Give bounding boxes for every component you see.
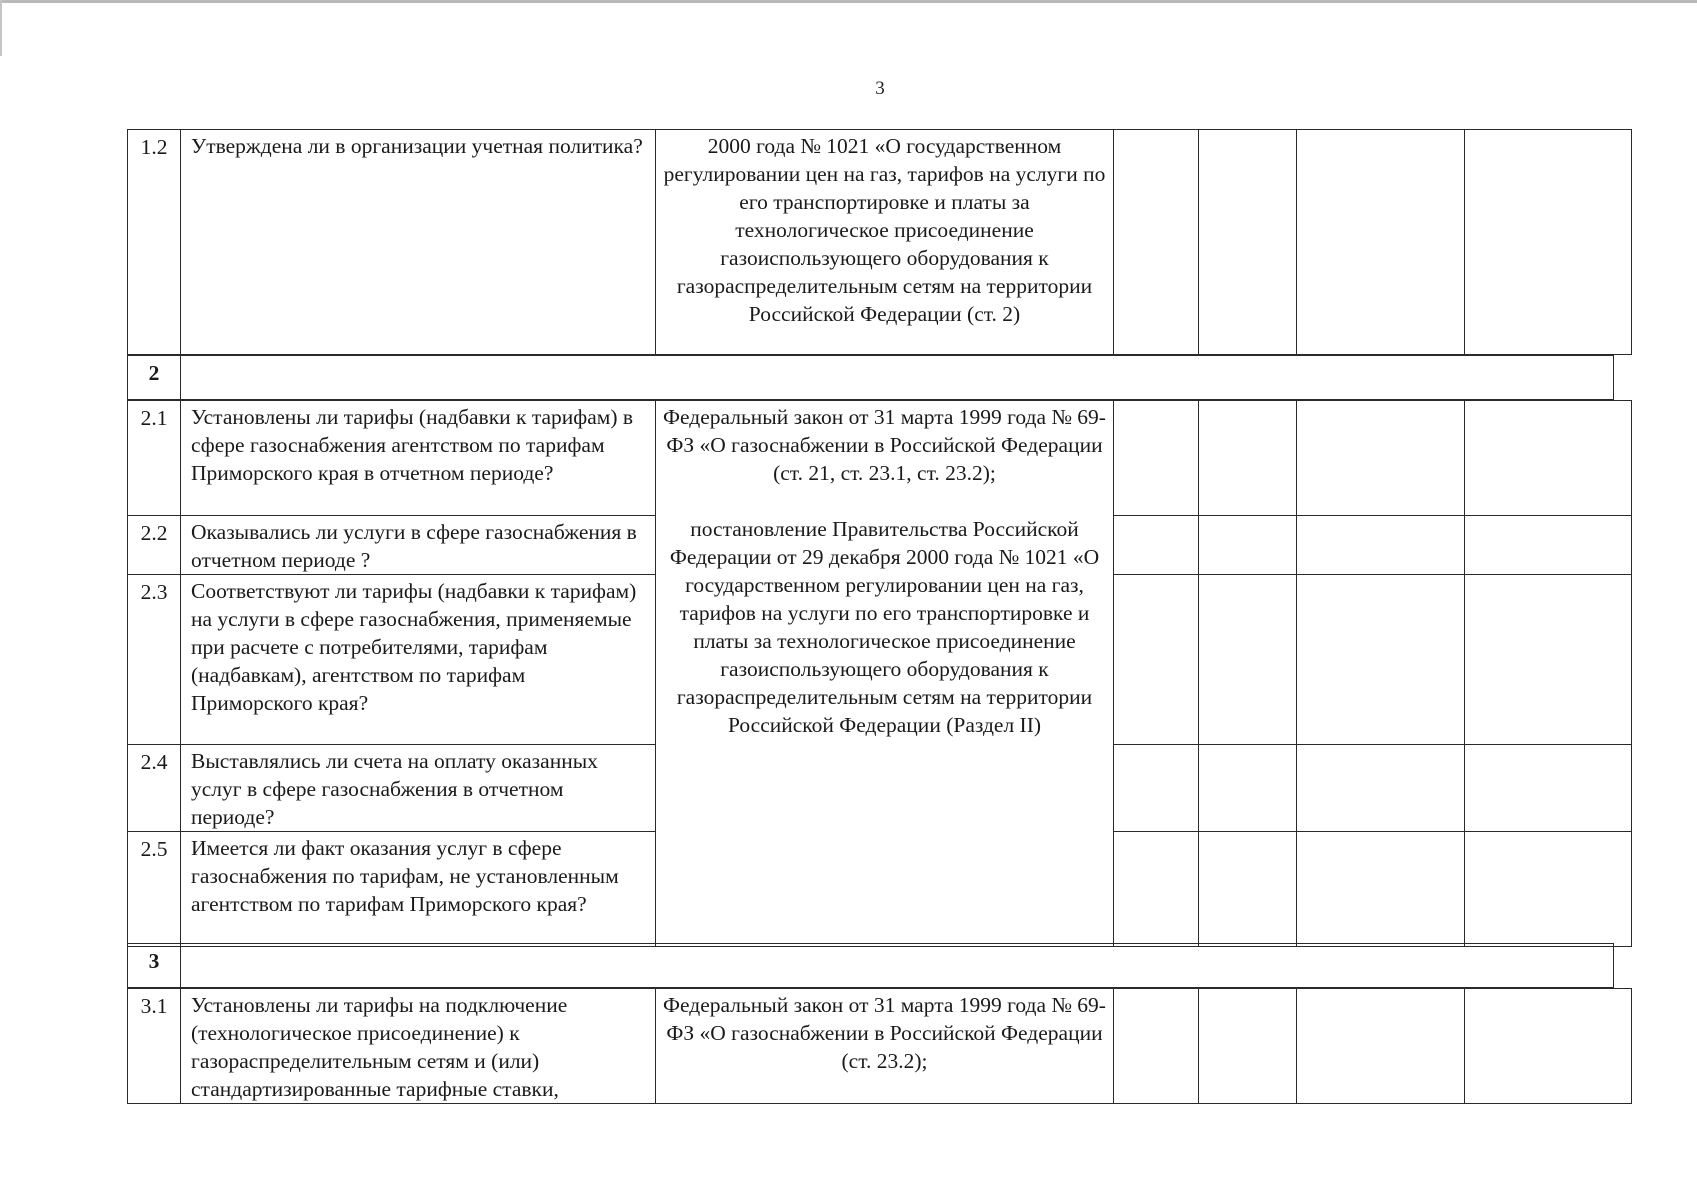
- empty-cell: [1465, 575, 1632, 745]
- row-question: Выставлялись ли счета на оплату оказанных услуг в сфере газоснабжения в отчетном периоде?: [181, 745, 656, 832]
- empty-cell: [1297, 745, 1465, 832]
- empty-cell: [1199, 575, 1297, 745]
- section-title: [181, 944, 1614, 988]
- empty-cell: [1199, 832, 1297, 947]
- section-row: [128, 356, 1614, 400]
- empty-cell: [1199, 516, 1297, 575]
- row-number: 2.3: [128, 575, 181, 745]
- empty-cell: [1114, 745, 1199, 832]
- empty-cell: [1297, 401, 1465, 516]
- section-title: [181, 356, 1614, 400]
- empty-cell: [1114, 989, 1199, 1104]
- row-number: 3.1: [128, 989, 181, 1104]
- empty-cell: [1114, 401, 1199, 516]
- empty-cell: [1465, 516, 1632, 575]
- table-block-1: [127, 129, 1632, 355]
- empty-cell: [1297, 989, 1465, 1104]
- row-number: 2.2: [128, 516, 181, 575]
- page-number: 3: [875, 78, 885, 99]
- empty-cell: [1114, 832, 1199, 947]
- section-row: [128, 944, 1614, 988]
- row-question: Имеется ли факт оказания услуг в сфере газоснабжения по тарифам, не установленным агентством по тарифам Приморского края?: [181, 832, 656, 947]
- section-number: 2: [128, 356, 181, 400]
- row-number: 2.1: [128, 401, 181, 516]
- reference-part-2: постановление Правительства Российской Федерации от 29 декабря 2000 года № 1021 «О государственном регулировании цен на газ, тарифов на услуги по его транспортировке и платы за технологическое присоединение газоиспользующего оборудования к газораспределительным сетям на территории Российской Федерации (Раздел II): [669, 517, 1100, 737]
- reference-part-1: Федеральный закон от 31 марта 1999 года № 69-ФЗ «О газоснабжении в Российской Федерации (ст. 21, ст. 23.1, ст. 23.2);: [663, 405, 1106, 485]
- empty-cell: [1114, 516, 1199, 575]
- scan-edge-left: [0, 0, 2, 56]
- row-reference: Федеральный закон от 31 марта 1999 года № 69-ФЗ «О газоснабжении в Российской Федерации (ст. 23.2);: [656, 989, 1114, 1104]
- empty-cell: [1465, 989, 1632, 1104]
- section-header-2: [127, 355, 1614, 400]
- table-block-2: [127, 400, 1632, 947]
- section-number: 3: [128, 944, 181, 988]
- row-question: Оказывались ли услуги в сфере газоснабжения в отчетном периоде ?: [181, 516, 656, 575]
- empty-cell: [1297, 575, 1465, 745]
- row-reference: 2000 года № 1021 «О государственном регулировании цен на газ, тарифов на услуги по его транспортировке и платы за технологическое присоединение газоиспользующего оборудования к газораспределительным сетям на территории Российской Федерации (ст. 2): [656, 130, 1114, 355]
- empty-cell: [1297, 516, 1465, 575]
- empty-cell: [1199, 401, 1297, 516]
- table-row: [128, 401, 1632, 516]
- section-2-reference: [656, 401, 1114, 947]
- row-question: Соответствуют ли тарифы (надбавки к тарифам) на услуги в сфере газоснабжения, применяемые при расчете с потребителями, тарифам (надбавкам), агентством по тарифам Приморского края?: [181, 575, 656, 745]
- empty-cell: [1114, 575, 1199, 745]
- empty-cell: [1297, 832, 1465, 947]
- empty-cell: [1199, 745, 1297, 832]
- table-row: [128, 989, 1632, 1104]
- empty-cell: [1465, 130, 1632, 355]
- empty-cell: [1465, 832, 1632, 947]
- empty-cell: [1465, 745, 1632, 832]
- section-header-3: [127, 943, 1614, 988]
- row-question: Утверждена ли в организации учетная политика?: [181, 130, 656, 355]
- empty-cell: [1114, 130, 1199, 355]
- empty-cell: [1199, 130, 1297, 355]
- row-number: 1.2: [128, 130, 181, 355]
- row-question: Установлены ли тарифы на подключение (технологическое присоединение) к газораспределительным сетям и (или) стандартизированные тарифные ставки,: [181, 989, 656, 1104]
- empty-cell: [1199, 989, 1297, 1104]
- table-row: [128, 130, 1632, 355]
- reference-spacer: [660, 487, 1109, 515]
- row-question: Установлены ли тарифы (надбавки к тарифам) в сфере газоснабжения агентством по тарифам Приморского края в отчетном периоде?: [181, 401, 656, 516]
- row-number: 2.5: [128, 832, 181, 947]
- table-block-3: [127, 988, 1632, 1104]
- scan-edge-top: [0, 0, 1697, 3]
- empty-cell: [1297, 130, 1465, 355]
- empty-cell: [1465, 401, 1632, 516]
- row-number: 2.4: [128, 745, 181, 832]
